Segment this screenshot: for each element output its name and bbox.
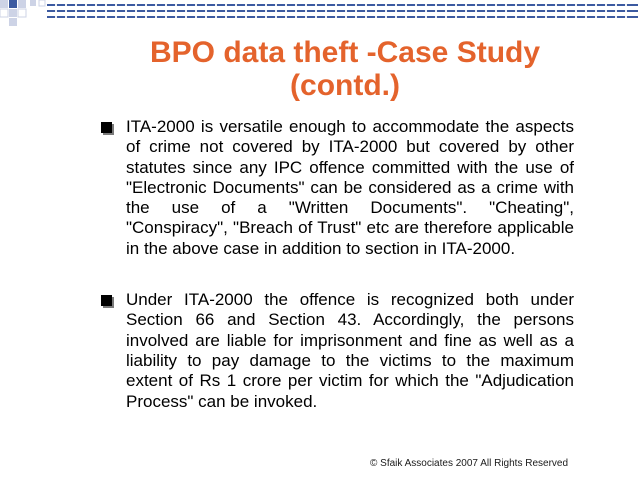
slide-title [90, 36, 600, 102]
square-bullet-icon [101, 295, 112, 306]
bullet-item [101, 117, 574, 259]
slide-title-line-1: BPO data theft -Case Study [149, 36, 541, 69]
bullet-text: ITA-2000 is versatile enough to accommodate the aspects of crime not covered by ITA-2000 but covered by other statutes since any IPC offence committed with the use of "Electronic Documents" can be considered as a crime with the use of a "Written Documents". "Cheating", "Conspiracy", "Breach of Trust" etc are therefore applicable in the above case in addition to section in ITA-2000. [126, 117, 574, 258]
bullet-text: Under ITA-2000 the offence is recognized both under Section 66 and Section 43. Accordingly, the persons involved are liable for imprisonment and fine as well as a liability to pay damage to the victims to the maximum extent of Rs 1 crore per victim for which the "Adjudication Process" can be invoked. [126, 290, 574, 411]
square-bullet-icon [101, 122, 112, 133]
slide-title-line-2: (contd.) [290, 69, 400, 102]
header-pattern [0, 0, 638, 30]
bullet-item [101, 290, 574, 412]
bullet-list [101, 117, 574, 412]
copyright-footer: © Sfaik Associates 2007 All Rights Reserved [370, 458, 569, 469]
